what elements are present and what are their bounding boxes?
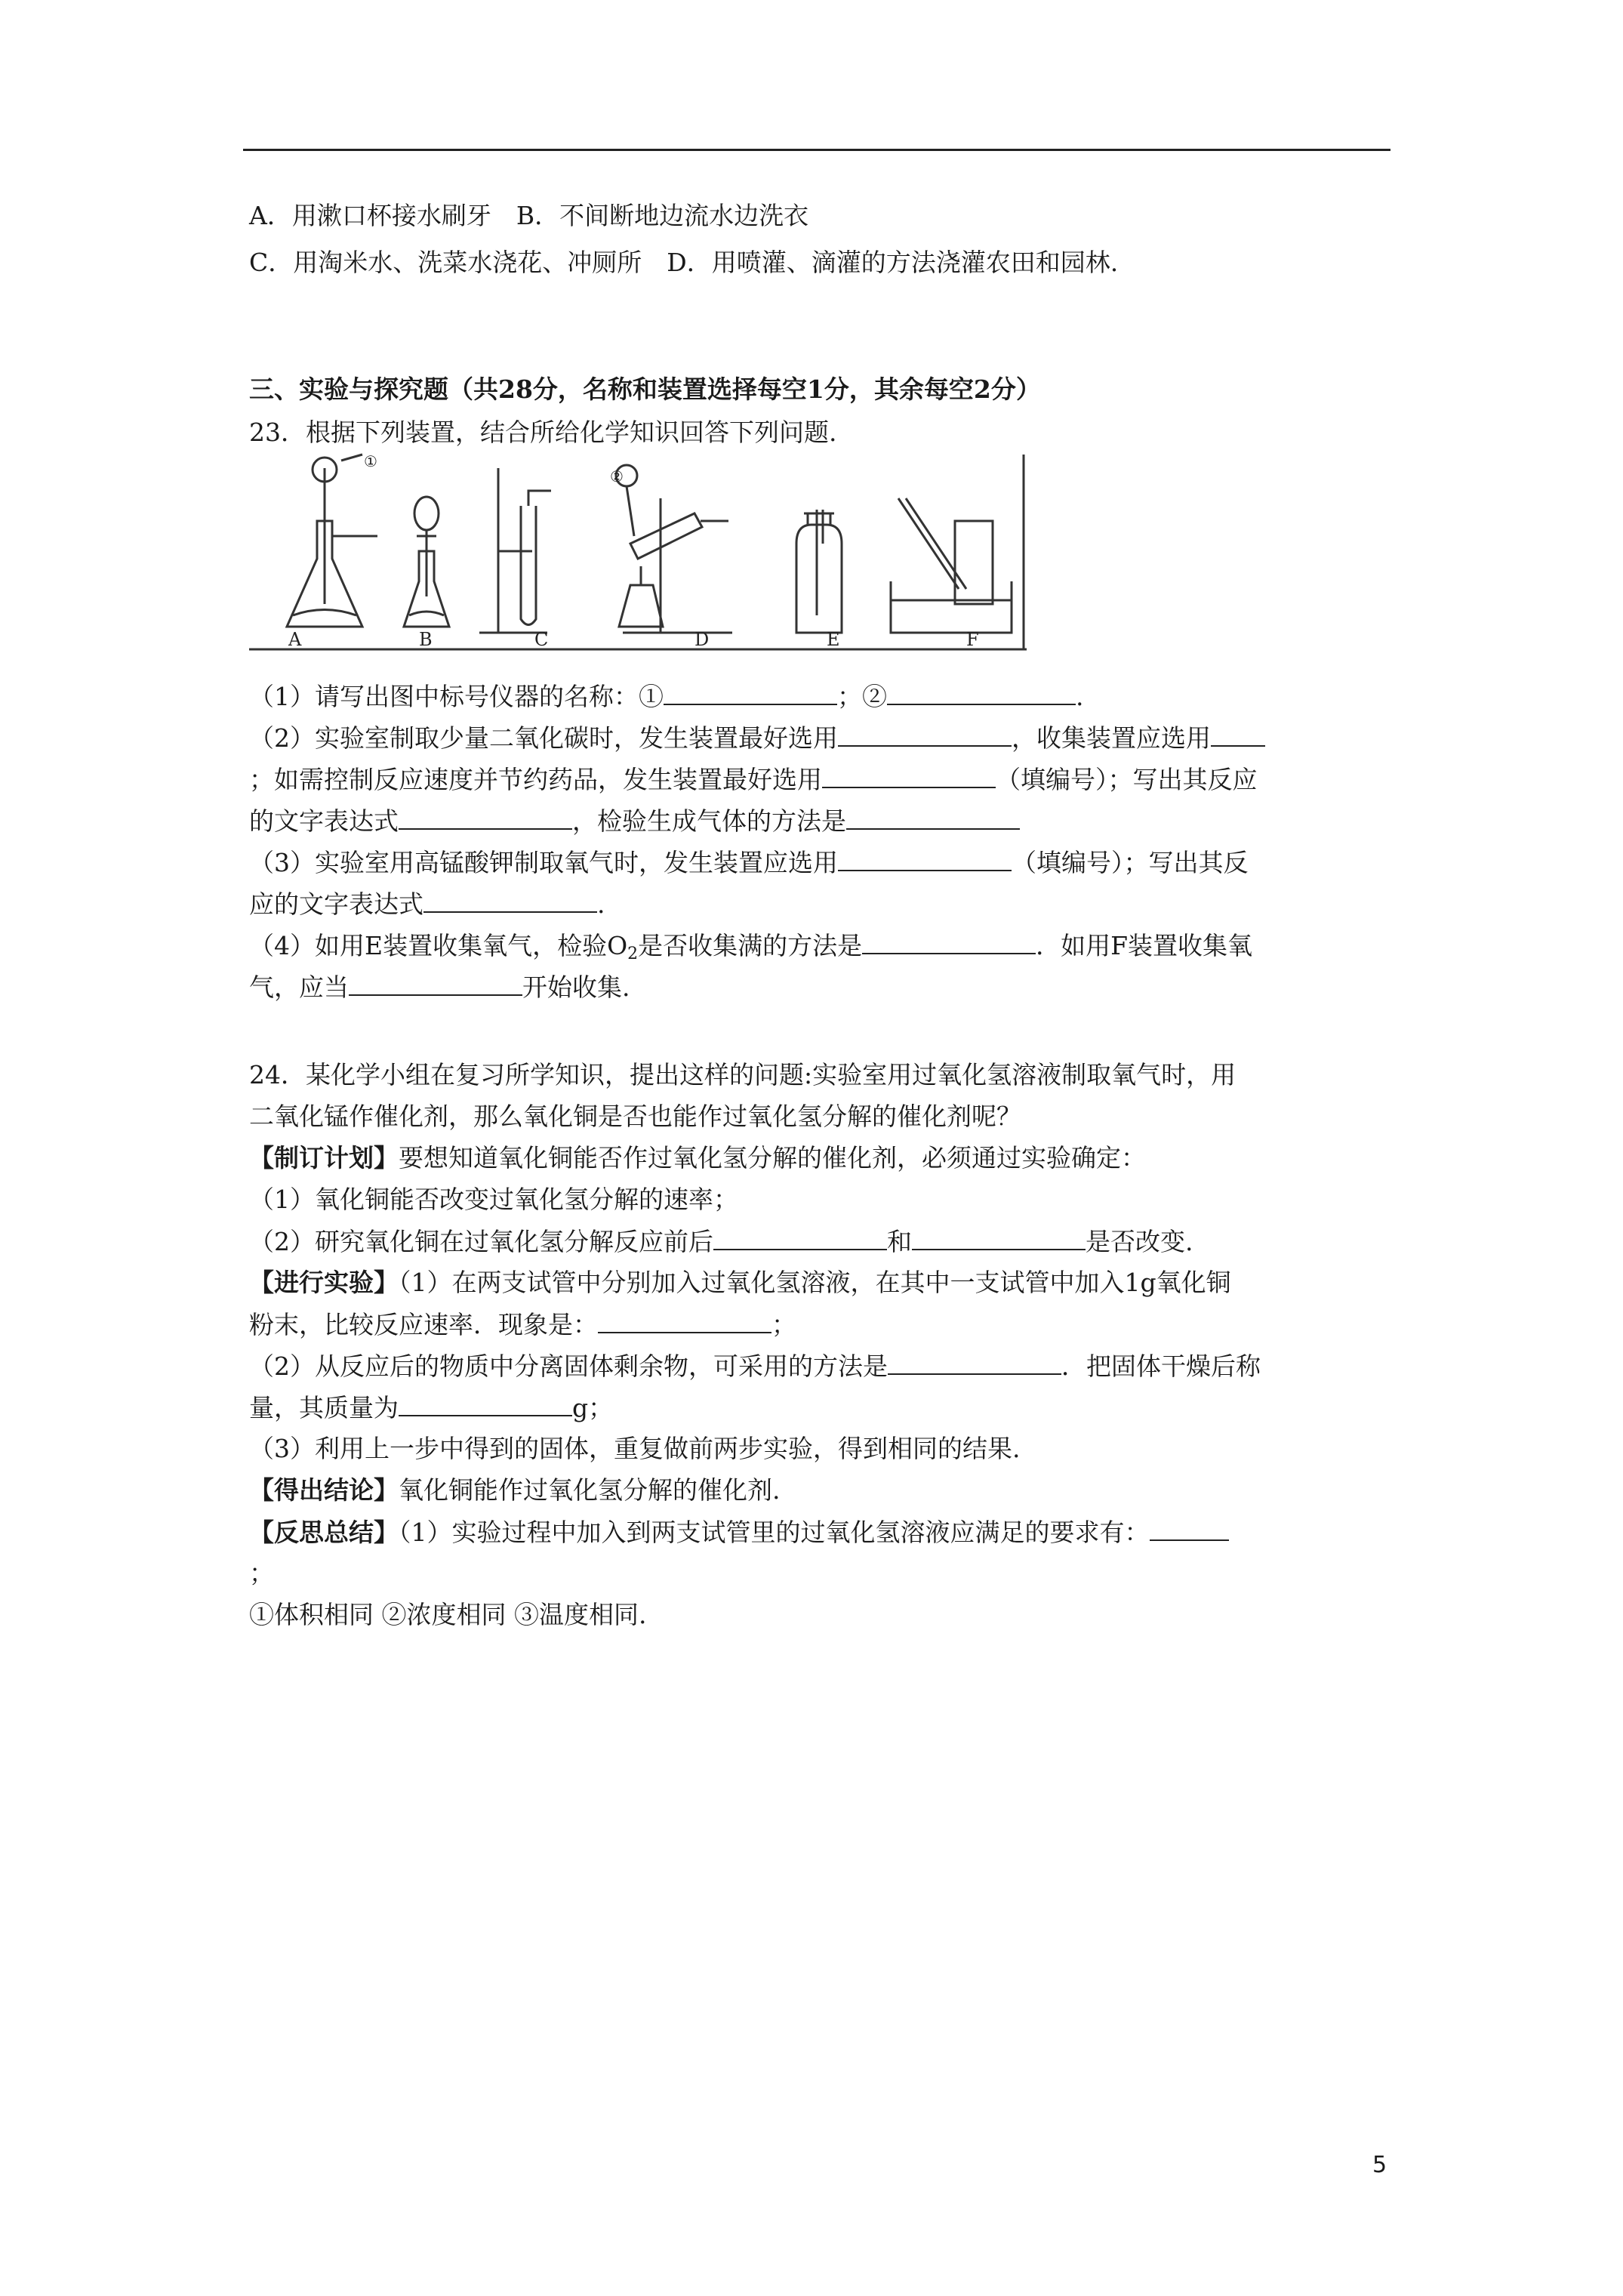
q23-part2-line2: ；如需控制反应速度并节约药品，发生装置最好选用 （填编号）；写出其反应 <box>249 765 1258 794</box>
answer-blank[interactable] <box>664 681 837 705</box>
apparatus-c <box>479 468 551 633</box>
answer-blank[interactable] <box>1211 723 1265 747</box>
page-number: 5 <box>1372 2152 1387 2178</box>
answer-blank[interactable] <box>822 764 996 788</box>
option-line-1: A．用漱口杯接水刷牙 B．不间断地边流水边洗衣 <box>249 201 809 230</box>
fig-marker-2: ② <box>610 467 624 485</box>
q24-plan-2: （2）研究氧化铜在过氧化氢分解反应前后 和 是否改变. <box>249 1227 1193 1256</box>
answer-blank[interactable] <box>1150 1517 1229 1541</box>
q24-conclusion: 【得出结论】氧化铜能作过氧化氢分解的催化剂. <box>249 1475 781 1505</box>
q24-reflection-options: ①体积相同 ②浓度相同 ③温度相同. <box>249 1600 647 1629</box>
q23-stem: 23．根据下列装置，结合所给化学知识回答下列问题. <box>249 418 837 447</box>
q24-exp-2-line1: （2）从反应后的物质中分离固体剩余物，可采用的方法是 ．把固体干燥后称 <box>249 1351 1261 1381</box>
q24-exp-2-line2: 量，其质量为 g； <box>249 1393 614 1422</box>
fig-label-c: C <box>534 629 549 650</box>
fig-label-f: F <box>966 629 979 650</box>
answer-blank[interactable] <box>349 972 522 996</box>
apparatus-b <box>404 497 449 627</box>
q24-exp-3: （3）利用上一步中得到的固体，重复做前两步实验，得到相同的结果. <box>249 1434 1021 1463</box>
apparatus-a <box>287 455 377 627</box>
q23-part4-line2: 气，应当 开始收集. <box>249 972 630 1002</box>
answer-blank[interactable] <box>887 681 1076 705</box>
q23-part4-line1: （4）如用E装置收集氧气，检验$O_2$是否收集满的方法是 ．如用F装置收集氧 <box>249 931 1253 963</box>
apparatus-e <box>796 510 842 633</box>
apparatus-f <box>891 498 1012 633</box>
fig-label-d: D <box>694 629 710 650</box>
fig-marker-1: ① <box>364 453 377 470</box>
answer-blank[interactable] <box>862 930 1036 954</box>
q24-reflection: 【反思总结】（1）实验过程中加入到两支试管里的过氧化氢溶液应满足的要求有： <box>249 1517 1229 1548</box>
answer-blank[interactable] <box>713 1226 887 1250</box>
q24-reflection-semicolon: ； <box>249 1558 274 1588</box>
section-heading: 三、实验与探究题（共28分，名称和装置选择每空1分，其余每空2分） <box>249 374 1041 404</box>
q24-stem-line2: 二氧化锰作催化剂，那么氧化铜是否也能作过氧化氢分解的催化剂呢？ <box>249 1102 1021 1131</box>
q23-part2-line1: （2）实验室制取少量二氧化碳时，发生装置最好选用 ，收集装置应选用 <box>249 723 1265 754</box>
apparatus-figure <box>249 453 1027 658</box>
q23-part3-line2: 应的文字表达式 . <box>249 889 605 919</box>
answer-blank[interactable] <box>888 1351 1061 1375</box>
q23-part1: （1）请写出图中标号仪器的名称：① ；② . <box>249 682 1084 711</box>
answer-blank[interactable] <box>838 723 1012 747</box>
q24-exp-1-line2: 粉末，比较反应速率．现象是： ； <box>249 1310 796 1339</box>
answer-blank[interactable] <box>846 806 1020 830</box>
q23-part3-line1: （3）实验室用高锰酸钾制取氧气时，发生装置应选用 （填编号）；写出其反 <box>249 848 1249 877</box>
answer-blank[interactable] <box>598 1309 771 1333</box>
q24-stem-line1: 24．某化学小组在复习所学知识，提出这样的问题:实验室用过氧化氢溶液制取氧气时，用 <box>249 1060 1236 1089</box>
apparatus-d <box>616 465 732 633</box>
answer-blank[interactable] <box>399 806 572 830</box>
answer-blank[interactable] <box>423 889 597 913</box>
q24-plan: 【制订计划】要想知道氧化铜能否作过氧化氢分解的催化剂，必须通过实验确定： <box>249 1143 1146 1173</box>
q23-part2-line3: 的文字表达式 ，检验生成气体的方法是 <box>249 806 1020 837</box>
q24-exp-1-line1: 【进行实验】（1）在两支试管中分别加入过氧化氢溶液，在其中一支试管中加入1g氧化铜 <box>249 1268 1231 1297</box>
answer-blank[interactable] <box>399 1392 572 1416</box>
answer-blank[interactable] <box>838 847 1012 871</box>
header-rule <box>243 149 1390 151</box>
q24-plan-1: （1）氧化铜能否改变过氧化氢分解的速率； <box>249 1185 738 1214</box>
answer-blank[interactable] <box>912 1226 1086 1250</box>
fig-label-a: A <box>288 629 302 650</box>
option-line-2: C．用淘米水、洗菜水浇花、冲厕所 D．用喷灌、滴灌的方法浇灌农田和园林. <box>249 248 1119 277</box>
fig-label-e: E <box>827 629 840 650</box>
fig-label-b: B <box>419 629 433 650</box>
